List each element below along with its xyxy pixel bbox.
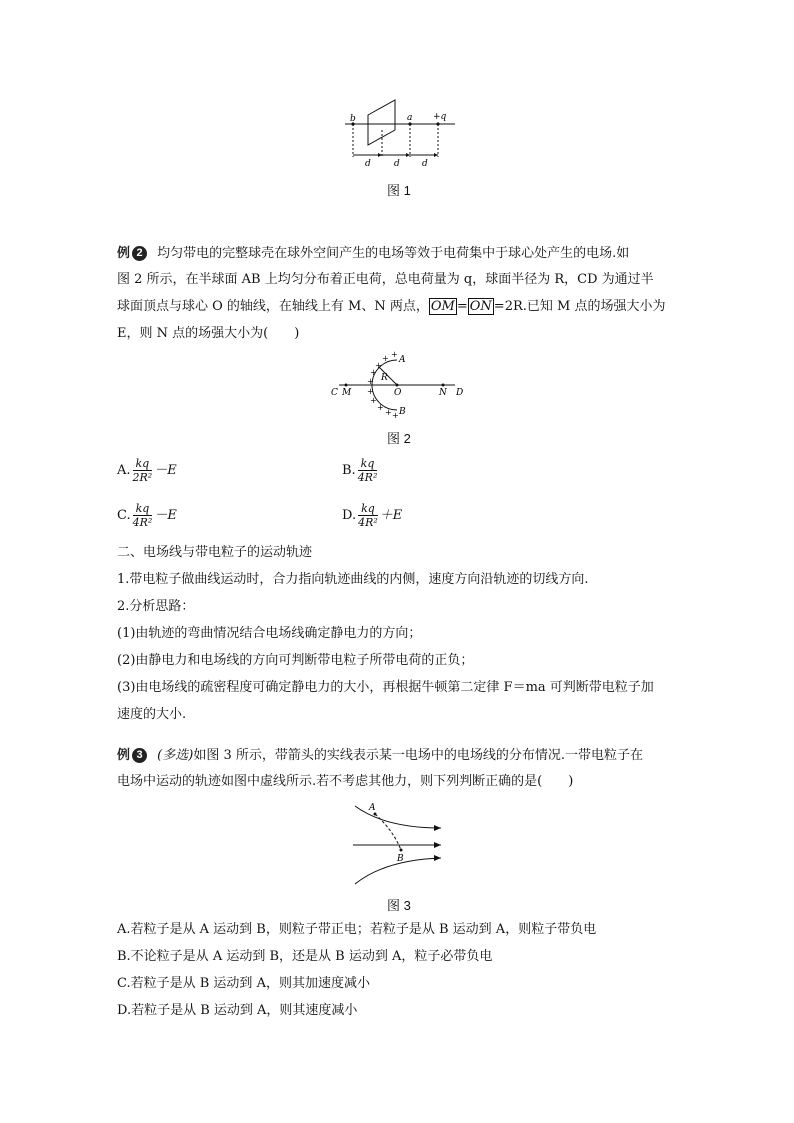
example-label: 例: [117, 245, 131, 260]
denominator: 4R²: [132, 516, 153, 529]
denominator: 4R²: [358, 516, 378, 529]
example-2-text-1: 均匀带电的完整球壳在球外空间产生的电场等效于电荷集中于球心处产生的电场.如: [157, 246, 630, 261]
fig1-label-a: a: [407, 113, 413, 123]
fig2-label-D: D: [456, 388, 464, 398]
figure-3-caption: 图 3: [387, 898, 411, 913]
option-letter: D.: [342, 508, 357, 523]
svg-text:+: +: [370, 368, 377, 377]
option-tail: －E: [154, 463, 177, 478]
option-letter: C.: [117, 508, 131, 523]
option-3a[interactable]: A.若粒子是从 A 运动到 B，则粒子带正电；若粒子是从 B 运动到 A，则粒子带负电: [117, 922, 597, 937]
fraction: [358, 502, 378, 529]
om-boxed: OM: [430, 299, 455, 314]
section-line-5: (3)由电场线的疏密程度可确定静电力的大小，再根据牛顿第二定律 F＝ma 可判断带电粒子加: [117, 680, 654, 695]
section-line-3: (1)由轨迹的弯曲情况结合电场线确定静电力的方向；: [117, 626, 422, 641]
fig2-label-A: A: [399, 355, 406, 365]
svg-text:+: +: [367, 387, 374, 396]
fig2-label-B: B: [399, 407, 406, 417]
fraction: [358, 457, 378, 484]
option-2d[interactable]: [342, 502, 402, 529]
example-2-text-3a: 球面顶点与球心 O 的轴线，在轴线上有 M、N 两点，: [117, 299, 429, 314]
svg-text:+: +: [367, 377, 374, 386]
section-line-6: 速度的大小.: [117, 707, 187, 722]
fig1-label-d1: d: [365, 159, 371, 169]
example-number-badge: 3: [132, 748, 147, 763]
figure-3-diagram: [345, 798, 455, 888]
example-2-line-2: 图 2 所示，在半球面 AB 上均匀分布着正电荷，总电荷量为 q，球面半径为 R，CD 为通过半: [117, 272, 654, 287]
denominator: 2R²: [132, 471, 153, 484]
option-2a[interactable]: [117, 457, 177, 484]
example-3-line-1: [117, 745, 643, 766]
figure-2-caption: 图 2: [387, 431, 411, 446]
section-line-4: (2)由静电力和电场线的方向可判断带电粒子所带电荷的正负；: [117, 653, 474, 668]
option-tail: －E: [154, 508, 177, 523]
om-eq: =: [456, 299, 468, 314]
fraction: [133, 502, 153, 529]
option-3b[interactable]: B.不论粒子是从 A 运动到 B，还是从 B 运动到 A，粒子必带负电: [117, 949, 493, 964]
denominator: 4R²: [357, 471, 378, 484]
numerator: kq: [358, 457, 378, 471]
fig1-label-b: b: [350, 114, 356, 124]
example-2-line-1: [117, 243, 629, 264]
fig2-label-O: O: [394, 388, 402, 398]
option-letter: A.: [117, 463, 131, 478]
on-boxed: ON: [469, 299, 492, 314]
fig3-label-A: A: [369, 803, 376, 813]
figure-2-diagram: [325, 348, 470, 420]
numerator: kq: [133, 457, 153, 471]
fig2-label-R: R: [381, 373, 388, 383]
option-3d[interactable]: D.若粒子是从 B 运动到 A，则其速度减小: [117, 1003, 358, 1018]
section-line-1: 1.带电粒子做曲线运动时，合力指向轨迹曲线的内侧，速度方向沿轨迹的切线方向.: [117, 572, 589, 587]
section-heading: 二、电场线与带电粒子的运动轨迹: [117, 545, 313, 560]
fig1-label-d2: d: [394, 159, 400, 169]
svg-text:+: +: [382, 354, 389, 363]
fig3-label-B: B: [397, 854, 404, 864]
figure-1-caption: 图 1: [387, 183, 411, 198]
fraction: [133, 457, 153, 484]
fig2-label-C: C: [331, 388, 338, 398]
section-line-2: 2.分析思路：: [117, 599, 195, 614]
option-tail: ＋E: [379, 508, 403, 523]
fig1-label-d3: d: [422, 159, 428, 169]
example-3-text-1: 如图 3 所示，带箭头的实线表示某一电场中的电场线的分布情况.一带电粒子在: [193, 748, 643, 763]
option-2c[interactable]: [117, 502, 177, 529]
option-2b[interactable]: [342, 457, 379, 484]
option-letter: B.: [342, 463, 356, 478]
example-number-badge: 2: [132, 246, 147, 261]
numerator: kq: [133, 502, 153, 516]
example-2-text-3b: =2R.已知 M 点的场强大小为: [493, 299, 666, 314]
svg-text:+: +: [392, 411, 399, 420]
svg-text:+: +: [370, 396, 377, 405]
example-label: 例: [117, 747, 131, 762]
example-2-line-3: [117, 297, 665, 317]
svg-text:+: +: [377, 403, 384, 412]
option-3c[interactable]: C.若粒子是从 B 运动到 A，则其加速度减小: [117, 976, 370, 991]
fig2-label-M: M: [342, 388, 352, 398]
multi-select-tag: (多选): [157, 748, 194, 763]
svg-text:+: +: [391, 350, 398, 359]
example-3-line-2: 电场中运动的轨迹如图中虚线所示.若不考虑其他力，则下列判断正确的是( ): [117, 774, 574, 789]
svg-text:+: +: [375, 361, 382, 370]
example-2-line-4: E，则 N 点的场强大小为( ): [117, 326, 300, 341]
svg-text:+: +: [385, 408, 392, 417]
fig1-label-q: +q: [433, 112, 447, 122]
numerator: kq: [358, 502, 378, 516]
fig2-label-N: N: [439, 388, 447, 398]
figure-1-diagram: [340, 95, 460, 175]
